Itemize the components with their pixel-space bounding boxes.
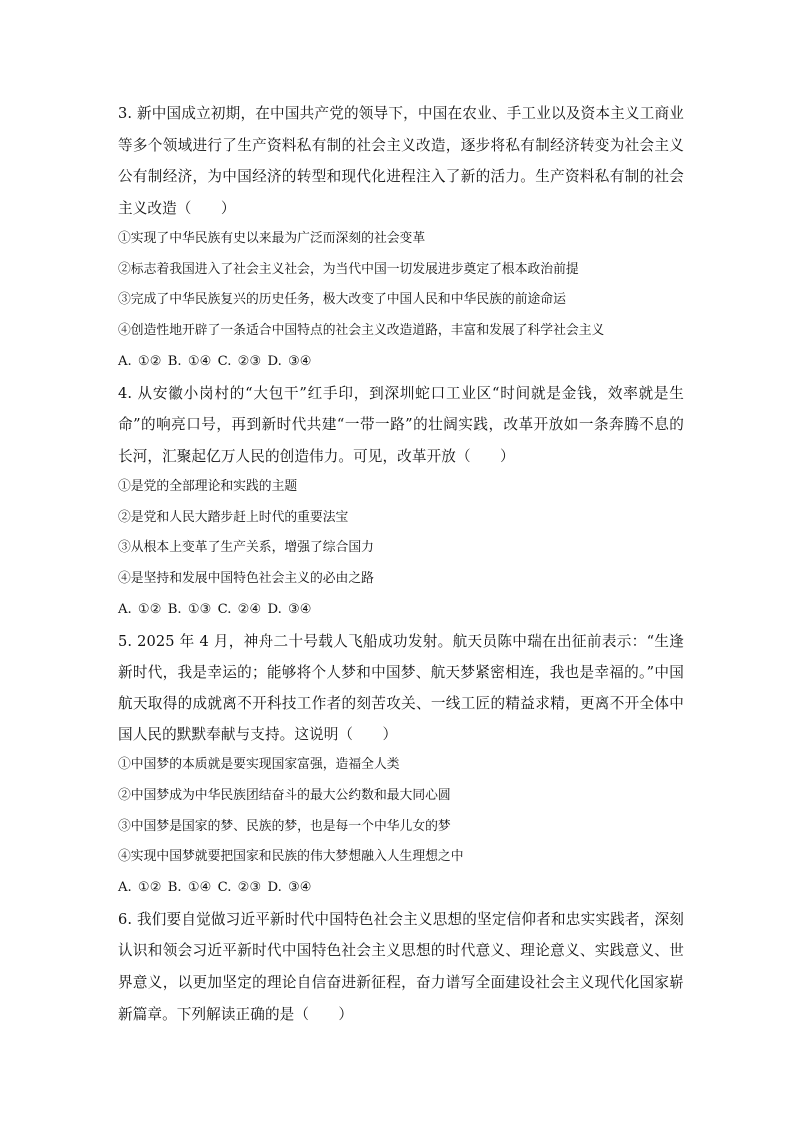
question-5-answer-choices: A. ①② B. ①④ C. ②③ D. ③④ [118,880,312,896]
question-3-stem: 3. 新中国成立初期，在中国共产党的领导下，中国在农业、手工业以及资本主义工商业等多个领域进行了生产资料私有制的社会主义改造，逐步将私有制经济转变为社会主义公有制经济，为中国经济的转型和现代化进程注入了新的活力。生产资料私有制的社会主义改造（ ） [118,105,684,217]
question-4 [118,378,684,626]
question-4-option-3: ③从根本上变革了生产关系，增强了综合国力 [118,540,374,556]
question-3 [118,98,684,378]
question-5-option-3: ③中国梦是国家的梦、民族的梦，也是每一个中华儿女的梦 [118,818,451,834]
question-4-stem: 4. 从安徽小岗村的“大包干”红手印，到深圳蛇口工业区“时间就是金钱，效率就是生命”的响亮口号，再到新时代共建“一带一路”的壮阔实践，改革开放如一条奔腾不息的长河，汇聚起亿万人民的创造伟力。可见，改革开放（ ） [118,384,684,465]
question-4-answer-choices: A. ①② B. ①③ C. ②④ D. ③④ [118,601,312,617]
question-5-option-1: ①中国梦的本质就是要实现国家富强，造福全人类 [118,757,400,773]
question-5 [118,626,684,904]
question-4-option-1: ①是党的全部理论和实践的主题 [118,479,298,495]
question-3-option-1: ①实现了中华民族有史以来最为广泛而深刻的社会变革 [118,231,426,246]
question-6 [118,904,684,1030]
exam-page [118,98,684,1030]
question-3-option-4: ④创造性地开辟了一条适合中国特点的社会主义改造道路，丰富和发展了科学社会主义 [118,323,605,339]
question-3-option-3: ③完成了中华民族复兴的历史任务，极大改变了中国人民和中华民族的前途命运 [118,292,566,308]
question-5-option-2: ②中国梦成为中华民族团结奋斗的最大公约数和最大同心圆 [118,788,451,804]
question-6-stem: 6. 我们要自觉做习近平新时代中国特色社会主义思想的坚定信仰者和忠实实践者，深刻认识和领会习近平新时代中国特色社会主义思想的时代意义、理论意义、实践意义、世界意义，以更加坚定的理论自信奋进新征程，奋力谱写全面建设社会主义现代化国家崭新篇章。下列解读正确的是（ ） [118,910,684,1023]
question-3-answer-choices: A. ①② B. ①④ C. ②③ D. ③④ [118,353,312,369]
question-4-option-4: ④是坚持和发展中国特色社会主义的必由之路 [118,571,374,587]
question-5-stem: 5. 2025 年 4 月，神舟二十号载人飞船成功发射。航天员陈中瑞在出征前表示：“生逢新时代，我是幸运的；能够将个人梦和中国梦、航天梦紧密相连，我也是幸福的。”中国航天取得的成就离不开科技工作者的刻苦攻关、一线工匠的精益求精，更离不开全体中国人民的默默奉献与支持。这说明（ ） [118,632,684,744]
question-3-option-2: ②标志着我国进入了社会主义社会，为当代中国一切发展进步奠定了根本政治前提 [118,261,579,277]
question-4-option-2: ②是党和人民大踏步赶上时代的重要法宝 [118,509,349,525]
question-5-option-4: ④实现中国梦就要把国家和民族的伟大梦想融入人生理想之中 [118,849,464,865]
